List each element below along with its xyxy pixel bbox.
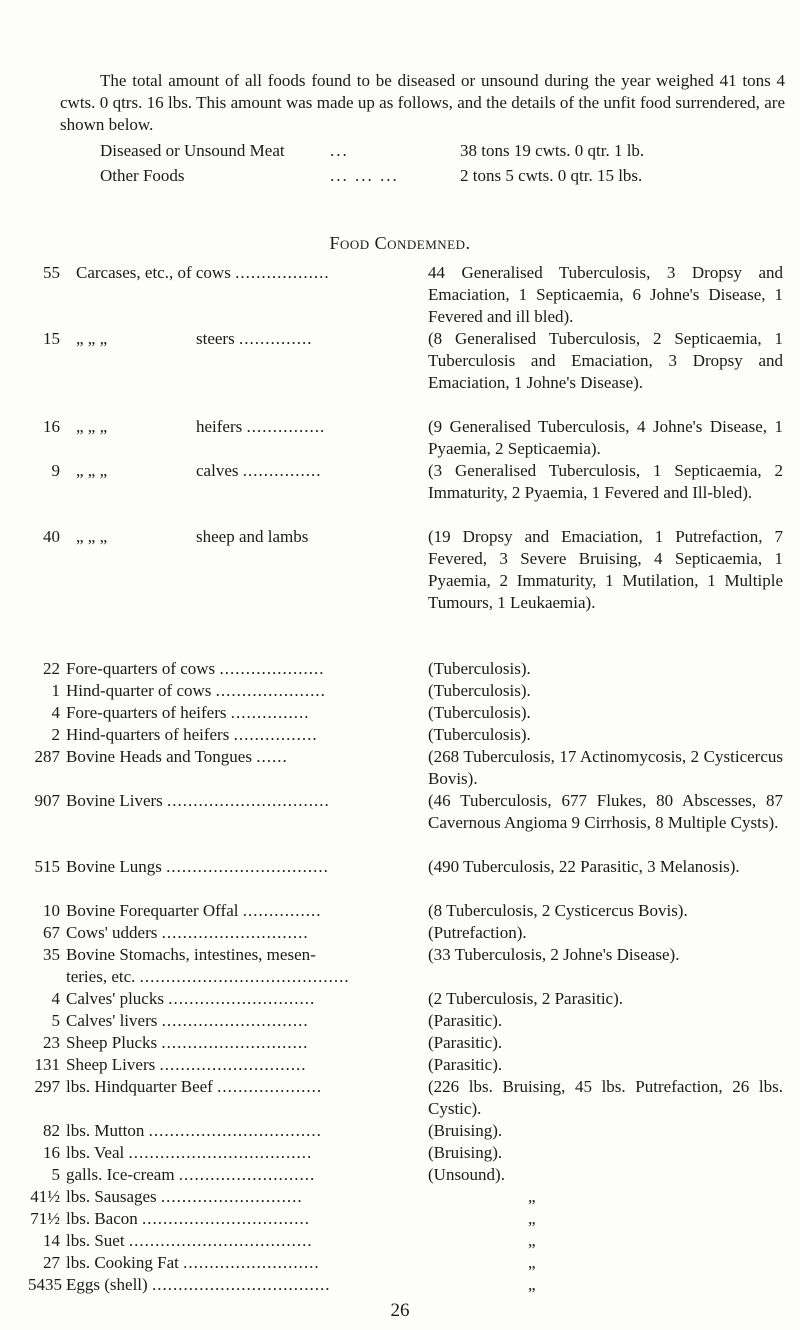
entry-description: Calves' livers xyxy=(66,1011,158,1030)
entry-quantity: 4 xyxy=(51,989,60,1008)
dot-leader: ................................ xyxy=(142,1209,311,1228)
entry-quantity: 9 xyxy=(51,461,60,480)
dot-leader: ................................. xyxy=(148,1121,322,1140)
entry-quantity: 15 xyxy=(43,329,60,348)
entry-description: Calves' plucks xyxy=(66,989,164,1008)
entry-quantity: 71½ xyxy=(30,1209,60,1228)
entry-description-continued: teries, etc. xyxy=(66,967,136,986)
entry-description: Sheep Plucks xyxy=(66,1033,158,1052)
entry-detail: (2 Tuberculosis, 2 Parasitic). xyxy=(428,989,624,1008)
entry-quantity: 2 xyxy=(51,725,60,744)
dot-leader: ................................... xyxy=(128,1143,313,1162)
dot-leader: ........................................ xyxy=(139,967,350,986)
entry-detail-ditto: „ xyxy=(528,1275,536,1294)
dot-leader: ............................... xyxy=(167,791,330,810)
ditto-marks: „ „ „ xyxy=(76,461,108,480)
entry-detail: (Tuberculosis). xyxy=(428,725,531,744)
entry-quantity: 55 xyxy=(43,263,60,282)
entry-description: Bovine Heads and Tongues xyxy=(66,747,252,766)
page-number: 26 xyxy=(390,1300,410,1321)
dot-leader: .................................. xyxy=(151,1275,331,1294)
entry-description: Bovine Livers xyxy=(66,791,163,810)
dot-leader: .................... xyxy=(217,1077,323,1096)
entry-description: lbs. Hindquarter Beef xyxy=(66,1077,213,1096)
entry-quantity: 23 xyxy=(43,1033,60,1052)
ditto-marks: „ „ „ xyxy=(76,527,108,546)
entry-description: Eggs (shell) xyxy=(66,1275,148,1294)
dot-leader: .............. xyxy=(238,329,313,348)
entry-detail: (Bruising). xyxy=(428,1121,503,1140)
summary-row-other xyxy=(100,165,700,190)
entry-quantity: 27 xyxy=(43,1253,60,1272)
entry-quantity: 22 xyxy=(43,659,60,678)
dot-leader: ............... xyxy=(242,461,322,480)
summary-label: Other Foods xyxy=(100,166,185,185)
entry-description: lbs. Veal xyxy=(66,1143,125,1162)
dot-leader: ............................ xyxy=(161,1033,309,1052)
entry-quantity: 5 xyxy=(51,1011,60,1030)
dot-leader: ............................ xyxy=(168,989,316,1008)
dot-leader: ..................... xyxy=(215,681,326,700)
entry-description: sheep and lambs xyxy=(196,527,309,546)
entry-detail: 44 Generalised Tuberculosis, 3 Dropsy and Emaciation, 1 Septicaemia, 6 Johne's Disease, 1 Fevered and ill bled). xyxy=(428,263,783,326)
entry-quantity: 82 xyxy=(43,1121,60,1140)
entry-detail: (Unsound). xyxy=(428,1165,505,1184)
entry-detail-ditto: „ xyxy=(528,1187,536,1206)
dot-leader: ............... xyxy=(246,417,326,436)
entry-detail: (Tuberculosis). xyxy=(428,703,531,722)
dot-leader: ............................ xyxy=(161,923,309,942)
entry-quantity: 5 xyxy=(51,1165,60,1184)
entry-description: Fore-quarters of cows xyxy=(66,659,216,678)
entry-description: lbs. Mutton xyxy=(66,1121,145,1140)
entry-description: lbs. Cooking Fat xyxy=(66,1253,179,1272)
ditto-marks: „ „ „ xyxy=(76,329,108,348)
summary-row-meat xyxy=(100,140,700,165)
entry-detail-ditto: „ xyxy=(528,1253,536,1272)
entry-detail: (Tuberculosis). xyxy=(428,659,531,678)
entry-detail: (8 Tuberculosis, 2 Cysticercus Bovis). xyxy=(428,901,688,920)
entry-detail-ditto: „ xyxy=(528,1231,536,1250)
entry-description: lbs. Sausages xyxy=(66,1187,157,1206)
summary-label: Diseased or Unsound Meat xyxy=(100,141,285,160)
entry-quantity: 297 xyxy=(34,1077,60,1096)
summary-value: 2 tons 5 cwts. 0 qtr. 15 lbs. xyxy=(460,166,643,185)
entry-description: Fore-quarters of heifers xyxy=(66,703,227,722)
entry-description: lbs. Bacon xyxy=(66,1209,138,1228)
entry-quantity: 287 xyxy=(34,747,60,766)
entry-description: heifers xyxy=(196,417,243,436)
entry-detail: (Tuberculosis). xyxy=(428,681,531,700)
entry-detail: (33 Tuberculosis, 2 Johne's Disease). xyxy=(428,945,680,964)
entry-quantity: 907 xyxy=(34,791,60,810)
entry-detail: (490 Tuberculosis, 22 Parasitic, 3 Melanosis). xyxy=(428,857,740,876)
summary-value: 38 tons 19 cwts. 0 qtr. 1 lb. xyxy=(460,141,645,160)
entry-description: Carcases, etc., of cows xyxy=(76,263,231,282)
entry-quantity: 16 xyxy=(43,417,60,436)
entry-quantity: 14 xyxy=(43,1231,60,1250)
entry-quantity: 131 xyxy=(34,1055,60,1074)
entry-detail: (226 lbs. Bruising, 45 lbs. Putrefaction, 26 lbs. Cystic). xyxy=(428,1077,783,1118)
entry-description: Sheep Livers xyxy=(66,1055,156,1074)
entry-quantity: 41½ xyxy=(30,1187,60,1206)
entry-description: galls. Ice-cream xyxy=(66,1165,175,1184)
dot-leader: .......................... xyxy=(178,1165,316,1184)
entry-detail: (3 Generalised Tuberculosis, 1 Septicaemia, 2 Immaturity, 2 Pyaemia, 1 Fevered and Ill-bled). xyxy=(428,461,783,502)
entry-detail: (46 Tuberculosis, 677 Flukes, 80 Abscesses, 87 Cavernous Angioma 9 Cirrhosis, 8 Multiple Cysts). xyxy=(428,791,783,832)
entry-quantity: 515 xyxy=(34,857,60,876)
dot-leader: .......................... xyxy=(183,1253,320,1272)
entry-detail: (9 Generalised Tuberculosis, 4 Johne's Disease, 1 Pyaemia, 2 Septicaemia). xyxy=(428,417,783,458)
entry-detail: (Parasitic). xyxy=(428,1055,503,1074)
entry-description: Cows' udders xyxy=(66,923,158,942)
entry-quantity: 10 xyxy=(43,901,60,920)
dot-leader: ............................... xyxy=(166,857,329,876)
dot-leader: ........................... xyxy=(160,1187,303,1206)
entry-detail-ditto: „ xyxy=(528,1209,536,1228)
dot-leader: ............................ xyxy=(161,1011,309,1030)
dot-leader: ................ xyxy=(233,725,318,744)
entry-quantity: 16 xyxy=(43,1143,60,1162)
entry-quantity: 1 xyxy=(51,681,60,700)
entry-quantity: 5435 xyxy=(28,1275,62,1294)
intro-paragraph: The total amount of all foods found to be diseased or unsound during the year weighed 41 tons 4 cwts. 0 qtrs. 16 lbs. This amount was made up as follows, and the details of the unfit food surrendered, are shown below. xyxy=(60,71,785,134)
summary-dots: ... ... ... xyxy=(330,166,399,185)
weight-summary xyxy=(100,140,700,190)
entry-detail: (268 Tuberculosis, 17 Actinomycosis, 2 Cysticercus Bovis). xyxy=(428,747,783,788)
section-heading: Food Condemned. xyxy=(329,233,471,253)
entry-quantity: 35 xyxy=(43,945,60,964)
entry-detail: (19 Dropsy and Emaciation, 1 Putrefaction, 7 Fevered, 3 Severe Bruising, 4 Septicaemia, 1 Pyaemia, 2 Immaturity, 1 Mutilation, 1 Multiple Tumours, 1 Leukaemia). xyxy=(428,527,783,612)
dot-leader: .................. xyxy=(235,263,330,282)
dot-leader: ............... xyxy=(242,901,322,920)
entry-detail: (8 Generalised Tuberculosis, 2 Septicaemia, 1 Tuberculosis and Emaciation, 3 Dropsy and Emaciation, 1 Johne's Disease). xyxy=(428,329,783,392)
entry-description: Bovine Stomachs, intestines, mesen- xyxy=(66,945,316,964)
dot-leader: ............... xyxy=(230,703,310,722)
dot-leader: .................... xyxy=(219,659,325,678)
entry-description: Hind-quarters of heifers xyxy=(66,725,230,744)
entry-detail: (Parasitic). xyxy=(428,1011,503,1030)
entry-detail: (Putrefaction). xyxy=(428,923,527,942)
entry-description: Bovine Lungs xyxy=(66,857,162,876)
entry-quantity: 67 xyxy=(43,923,60,942)
entry-detail: (Bruising). xyxy=(428,1143,503,1162)
entry-description: lbs. Suet xyxy=(66,1231,125,1250)
entry-description: steers xyxy=(196,329,235,348)
entry-quantity: 4 xyxy=(51,703,60,722)
ditto-marks: „ „ „ xyxy=(76,417,108,436)
entry-detail: (Parasitic). xyxy=(428,1033,503,1052)
dot-leader: ............................ xyxy=(159,1055,307,1074)
entry-description: calves xyxy=(196,461,239,480)
dot-leader: ...... xyxy=(256,747,288,766)
entry-description: Hind-quarter of cows xyxy=(66,681,212,700)
summary-dots: ... xyxy=(330,141,349,160)
entry-description: Bovine Forequarter Offal xyxy=(66,901,239,920)
entry-quantity: 40 xyxy=(43,527,60,546)
dot-leader: ................................... xyxy=(128,1231,313,1250)
